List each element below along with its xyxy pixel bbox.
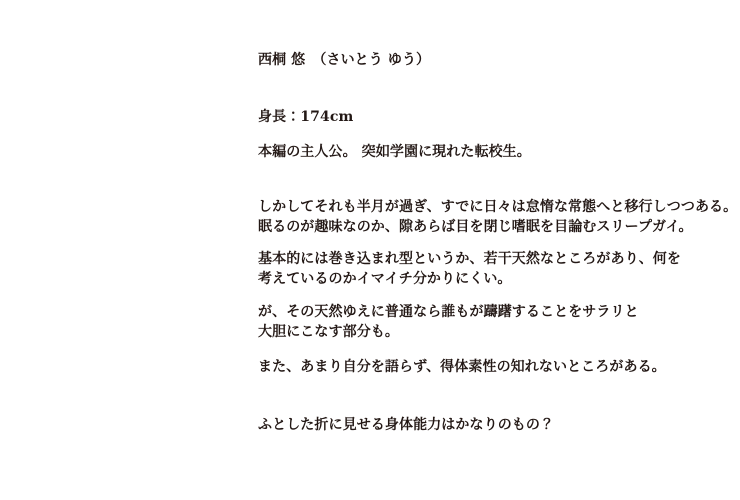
text-line: 眠るのが趣味なのか、隙あらば目を閉じ嗜眠を目論むスリープガイ。 (258, 219, 693, 235)
paragraph-personality (258, 249, 681, 289)
text-line: しかしてそれも半月が過ぎ、すでに日々は怠惰な常態へと移行しつつある。 (258, 199, 738, 215)
paragraph-sleep-habit (258, 197, 737, 237)
mystery-line: また、あまり自分を語らず、得体素性の知れないところがある。 (258, 359, 666, 375)
height-stat-line: 身長：174cm (258, 109, 354, 125)
character-name-heading: 西桐 悠 （さいとう ゆう） (258, 52, 431, 68)
text-line: 考えているのかイマイチ分かりにくい。 (258, 271, 512, 287)
intro-line: 本編の主人公。 突如学園に現れた転校生。 (258, 144, 531, 160)
paragraph-boldness (258, 302, 639, 342)
closing-line: ふとした折に見せる身体能力はかなりのもの？ (258, 417, 555, 433)
text-line: が、その天然ゆえに普通なら誰もが躊躇することをサラリと (258, 304, 639, 320)
text-line: 基本的には巻き込まれ型というか、若干天然なところがあり、何を (258, 251, 681, 267)
text-line: 大胆にこなす部分も。 (258, 324, 399, 340)
